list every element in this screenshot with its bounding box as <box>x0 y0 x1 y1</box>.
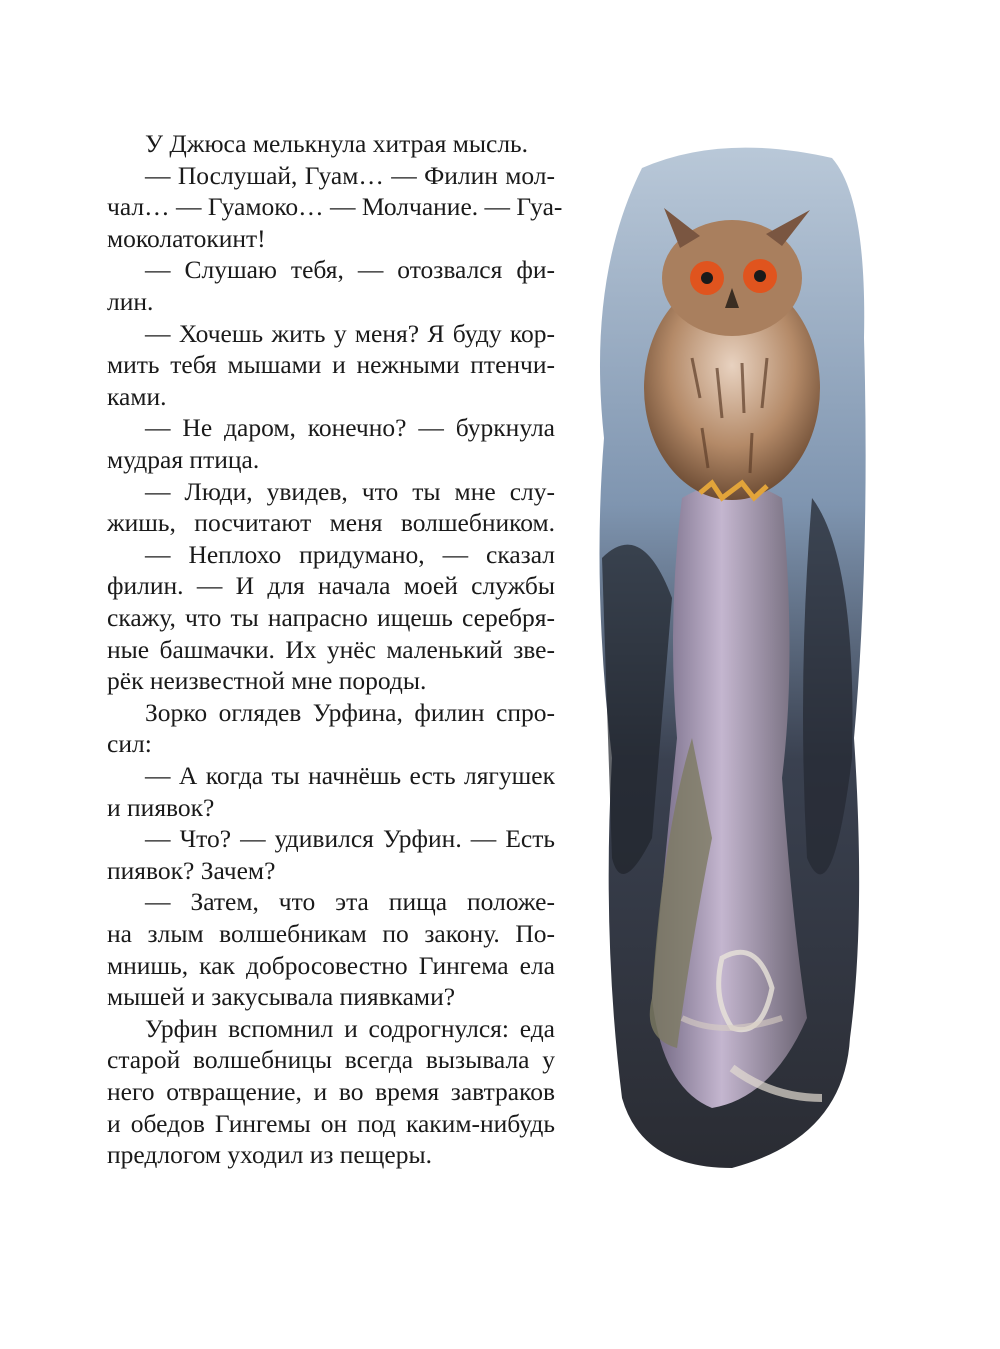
text-line: — А когда ты начнёшь есть лягушек <box>145 761 555 790</box>
text-line: жишь, посчитают меня волшебником. <box>107 508 555 538</box>
text-line: него отвращение, и во время завтраков <box>107 1077 555 1106</box>
text-line: — Затем, что эта пища положе- <box>145 887 555 917</box>
text-line: — Не даром, конечно? — буркнула <box>145 413 555 443</box>
text-line: — Хочешь жить у меня? Я буду кор- <box>145 318 555 348</box>
text-line: пиявок? Зачем? <box>107 855 276 885</box>
owl-illustration <box>582 138 872 1174</box>
text-line: ками. <box>107 381 167 411</box>
text-line: — Слушаю тебя, — отозвался фи- <box>145 255 555 285</box>
text-line: и обедов Гингемы он под каким-нибудь <box>107 1108 555 1138</box>
text-line: — Послушай, Гуам… — Филин мол- <box>145 160 555 190</box>
text-line: У Джюса мелькнула хитрая мысль. <box>145 129 529 158</box>
text-line: чал… — Гуамоко… — Молчание. — Гуа- <box>107 192 563 222</box>
text-line: мнишь, как добросовестно Гингема ела <box>107 950 555 980</box>
text-line: скажу, что ты напрасно ищешь серебря- <box>107 603 555 632</box>
text-line: филин. — И для начала моей службы <box>107 571 555 601</box>
text-line: мить тебя мышами и нежными птенчи- <box>107 350 555 380</box>
text-line: моколатокинт! <box>107 223 266 253</box>
text-line: лин. <box>107 287 154 316</box>
text-line: сил: <box>107 729 152 759</box>
text-line: мышей и закусывала пиявками? <box>107 982 456 1012</box>
text-line: старой волшебницы всегда вызывала у <box>107 1045 555 1075</box>
text-line: рёк неизвестной мне породы. <box>107 666 427 696</box>
text-line: ные башмачки. Их унёс маленький зве- <box>107 634 555 664</box>
text-line: Урфин вспомнил и содрогнулся: еда <box>145 1013 555 1043</box>
text-line: — Люди, увидев, что ты мне слу- <box>145 476 555 506</box>
text-line: предлогом уходил из пещеры. <box>107 1140 432 1170</box>
text-line: — Неплохо придумано, — сказал <box>145 539 555 569</box>
text-line: и пиявок? <box>107 792 215 822</box>
text-line: на злым волшебникам по закону. По- <box>107 919 555 948</box>
text-line: мудрая птица. <box>107 445 260 474</box>
text-line: — Что? — удивился Урфин. — Есть <box>145 824 555 854</box>
text-line: Зорко оглядев Урфина, филин спро- <box>145 697 555 727</box>
